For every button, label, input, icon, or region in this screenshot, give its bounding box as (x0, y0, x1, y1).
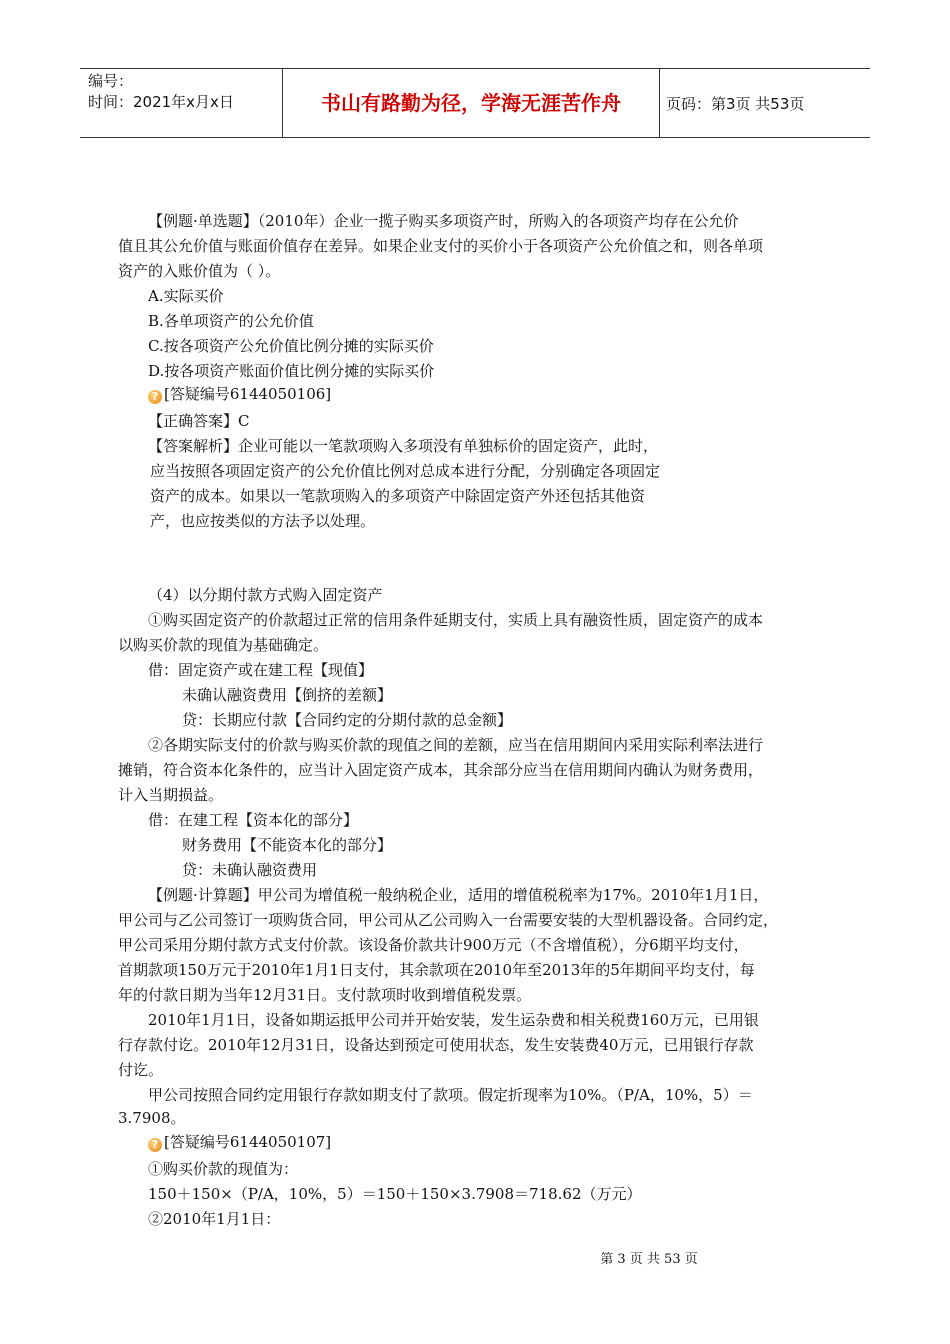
question-text: 首期款项150万元于2010年1月1日支付，其余款项在2010年至2013年的5年期间平均支付，每 (118, 961, 755, 979)
answer-explanation: 【答案解析】企业可能以一笔款项购入多项没有单独标价的固定资产，此时， (148, 437, 659, 455)
question-text: 甲公司与乙公司签订一项购货合同，甲公司从乙公司购入一台需要安装的大型机器设备。合同约定， (118, 911, 779, 929)
question-icon: ? (148, 390, 162, 404)
question-text: 2010年1月1日，设备如期运抵甲公司并开始安装，发生运杂费和相关税费160万元，已用银 (148, 1011, 759, 1029)
paragraph: 摊销，符合资本化条件的，应当计入固定资产成本，其余部分应当在信用期间内确认为财务费用， (118, 761, 764, 779)
question-text: 年的付款日期为当年12月31日。支付款项时收到增值税发票。 (118, 986, 532, 1004)
solution-step: ②2010年1月1日： (148, 1210, 281, 1228)
journal-entry: 借：固定资产或在建工程【现值】 (148, 661, 374, 679)
header-divider (659, 69, 660, 137)
page-header (80, 68, 870, 138)
journal-entry: 财务费用【不能资本化的部分】 (182, 836, 393, 854)
question-text: 【例题·计算题】甲公司为增值税一般纳税企业，适用的增值税税率为17%。2010年1月1日， (148, 886, 769, 904)
paragraph: 以购买价款的现值为基础确定。 (118, 636, 329, 654)
question-text: 行存款付讫。2010年12月31日，设备达到预定可使用状态，发生安装费40万元，已用银行存款 (118, 1036, 754, 1054)
qa-reference[interactable] (148, 1132, 331, 1152)
qa-number: [答疑编号6144050107] (164, 1133, 332, 1151)
journal-entry: 贷：长期应付款【合同约定的分期付款的总金额】 (182, 711, 513, 729)
qa-reference[interactable] (148, 384, 331, 404)
solution-step: 150＋150×（P/A，10%，5）＝150＋150×3.7908＝718.62（万元） (148, 1185, 642, 1203)
paragraph: 计入当期损益。 (118, 786, 224, 804)
correct-answer: 【正确答案】C (148, 412, 250, 430)
solution-step: ①购买价款的现值为： (148, 1160, 299, 1178)
question-text: 甲公司按照合同约定用银行存款如期支付了款项。假定折现率为10%。（P/A，10%，5）＝ (148, 1086, 753, 1104)
journal-entry: 贷：未确认融资费用 (182, 861, 318, 879)
option-a: A.实际买价 (148, 287, 224, 305)
header-meta (88, 71, 278, 113)
question-text: 【例题·单选题】（2010年）企业一揽子购买多项资产时，所购入的各项资产均存在公允价 (148, 212, 739, 230)
number-label: 编号： (88, 72, 134, 90)
question-text: 3.7908。 (118, 1109, 186, 1127)
question-text: 资产的入账价值为（ ）。 (118, 262, 281, 280)
question-text: 值且其公允价值与账面价值存在差异。如果企业支付的买价小于各项资产公允价值之和，则各单项 (118, 237, 764, 255)
section-title: （4）以分期付款方式购入固定资产 (148, 586, 383, 604)
option-d: D.按各项资产账面价值比例分摊的实际买价 (148, 362, 435, 380)
page-info: 页码：第3页 共53页 (666, 95, 805, 113)
answer-explanation: 资产的成本。如果以一笔款项购入的多项资产中除固定资产外还包括其他资 (150, 487, 646, 505)
journal-entry: 未确认融资费用【倒挤的差额】 (182, 686, 393, 704)
answer-explanation: 应当按照各项固定资产的公允价值比例对总成本进行分配，分别确定各项固定 (150, 462, 661, 480)
option-b: B.各单项资产的公允价值 (148, 312, 314, 330)
answer-explanation: 产，也应按类似的方法予以处理。 (150, 512, 376, 530)
question-text: 甲公司采用分期付款方式支付价款。该设备价款共计900万元（不含增值税），分6期平均支付， (118, 936, 749, 954)
qa-number: [答疑编号6144050106] (164, 385, 332, 403)
question-text: 付讫。 (118, 1061, 164, 1079)
page-footer (0, 1248, 950, 1267)
journal-entry: 借：在建工程【资本化的部分】 (148, 811, 359, 829)
header-slogan: 书山有路勤为径，学海无涯苦作舟 (321, 91, 621, 115)
question-icon: ? (148, 1138, 162, 1152)
paragraph: ②各期实际支付的价款与购买价款的现值之间的差额，应当在信用期间内采用实际利率法进行 (148, 736, 764, 754)
paragraph: ①购买固定资产的价款超过正常的信用条件延期支付，实质上具有融资性质，固定资产的成本 (148, 611, 764, 629)
option-c: C.按各项资产公允价值比例分摊的实际买价 (148, 337, 434, 355)
time-label: 时间：2021年x月x日 (88, 93, 234, 111)
footer-page-number: 第 3 页 共 53 页 (600, 1252, 698, 1267)
